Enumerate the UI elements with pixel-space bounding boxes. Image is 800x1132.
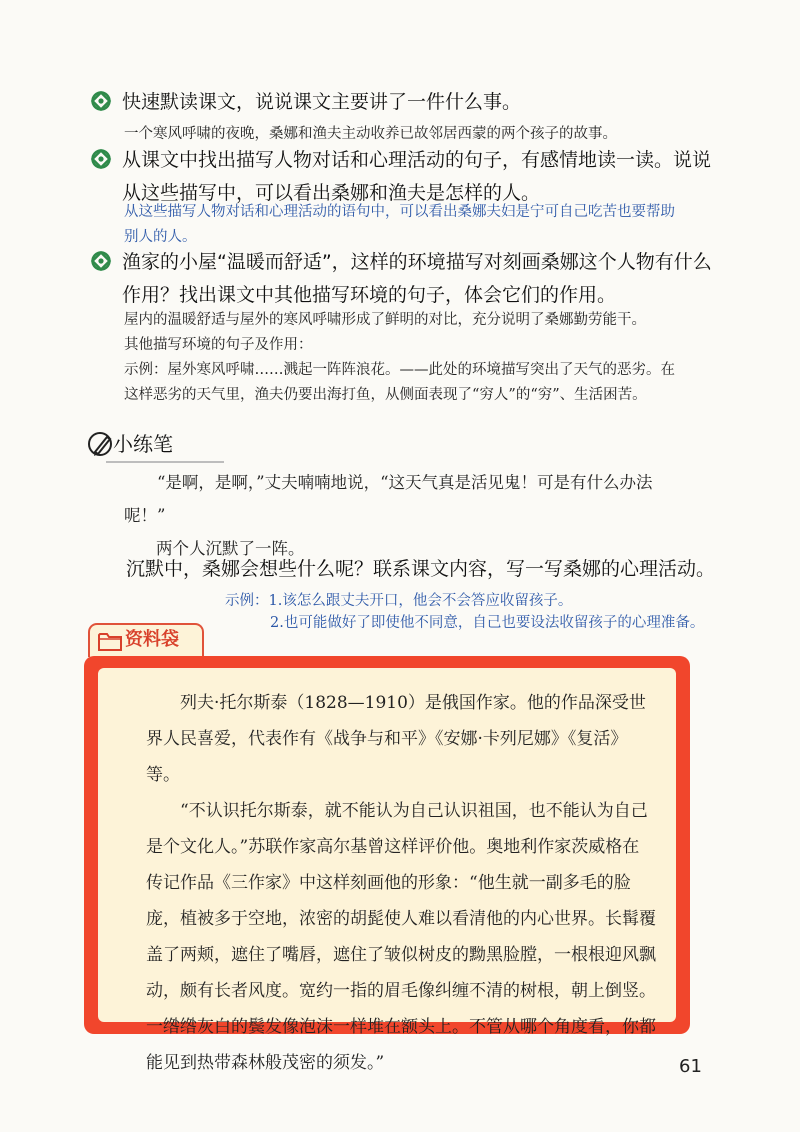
- resource-paragraph: 列夫·托尔斯泰（1828—1910）是俄国作家。他的作品深受世界人民喜爱，代表作有《战争与和平》《安娜·卡列尼娜》《复活》等。: [146, 693, 646, 785]
- page-number: 61: [679, 1056, 702, 1077]
- resource-text: [146, 685, 656, 1081]
- resource-paragraph: “不认识托尔斯泰，就不能认为自己认识祖国，也不能认为自己是个文化人。”苏联作家高尔基曾这样评价他。奥地利作家茨威格在传记作品《三作家》中这样刻画他的形象：“他生就一副多毛的脸庞，植被多于空地，浓密的胡髭使人难以看清他的内心世界。长髯覆盖了两颊，遮住了嘴唇，遮住了皱似树皮的黝黑脸膛，一根根迎风飘动，颇有长者风度。宽约一指的眉毛像纠缠不清的树根，朝上倒竖。一绺绺灰白的鬓发像泡沫一样堆在额头上。不管从哪个角度看，你都能见到热带森林般茂密的须发。”: [146, 801, 656, 1073]
- answer-2: [124, 200, 684, 250]
- practice-quote: “是啊，是啊，”丈夫喃喃地说，“这天气真是活见鬼！可是有什么办法呢！”: [124, 473, 653, 525]
- resource-tab: [88, 623, 204, 657]
- answer-text: 屋内的温暖舒适与屋外的寒风呼啸形成了鲜明的对比，充分说明了桑娜勤劳能干。: [124, 312, 646, 328]
- practice-prompt: 沉默中，桑娜会想些什么呢？联系课文内容，写一写桑娜的心理活动。: [126, 558, 716, 580]
- practice-quote-2: 两个人沉默了一阵。: [156, 539, 305, 558]
- answer-text: 示例：屋外寒风呼啸……溅起一阵阵浪花。——此处的环境描写突出了天气的恶劣。在这样恶劣的天气里，渔夫仍要出海打鱼，从侧面表现了“穷人”的“穷”、生活困苦。: [124, 362, 675, 403]
- folder-icon: [97, 630, 123, 652]
- resource-title: 资料袋: [125, 629, 179, 650]
- practice-example-1: 示例：1.该怎么跟丈夫开口，他会不会答应收留孩子。: [225, 593, 573, 609]
- question-prompt: 从课文中找出描写人物对话和心理活动的句子，有感情地读一读。说说从这些描写中，可以看出桑娜和渔夫是怎样的人。: [122, 149, 712, 204]
- resource-box-inner: [98, 668, 676, 1073]
- question-prompt: 渔家的小屋“温暖而舒适”，这样的环境描写对刻画桑娜这个人物有什么作用？找出课文中其他描写环境的句子，体会它们的作用。: [122, 251, 712, 306]
- title-underline: [106, 461, 224, 463]
- pen-icon: [86, 429, 116, 459]
- knot-icon: [88, 88, 114, 114]
- resource-box: [84, 656, 690, 1073]
- question-prompt: 快速默读课文，说说课文主要讲了一件什么事。: [122, 91, 522, 113]
- answer-text: 一个寒风呼啸的夜晚，桑娜和渔夫主动收养已故邻居西蒙的两个孩子的故事。: [124, 126, 617, 142]
- question-3: [88, 246, 728, 312]
- question-1: [88, 86, 728, 119]
- answer-3: [124, 308, 684, 408]
- practice-example-2: 2.也可能做好了即使他不同意，自己也要设法收留孩子的心理准备。: [270, 615, 705, 631]
- knot-icon: [88, 248, 114, 274]
- knot-icon: [88, 146, 114, 172]
- answer-text: 其他描写环境的句子及作用：: [124, 337, 313, 353]
- practice-title: 小练笔: [113, 432, 173, 456]
- answer-text: 从这些描写人物对话和心理活动的语句中，可以看出桑娜夫妇是宁可自己吃苦也要帮助别人的人。: [124, 204, 675, 245]
